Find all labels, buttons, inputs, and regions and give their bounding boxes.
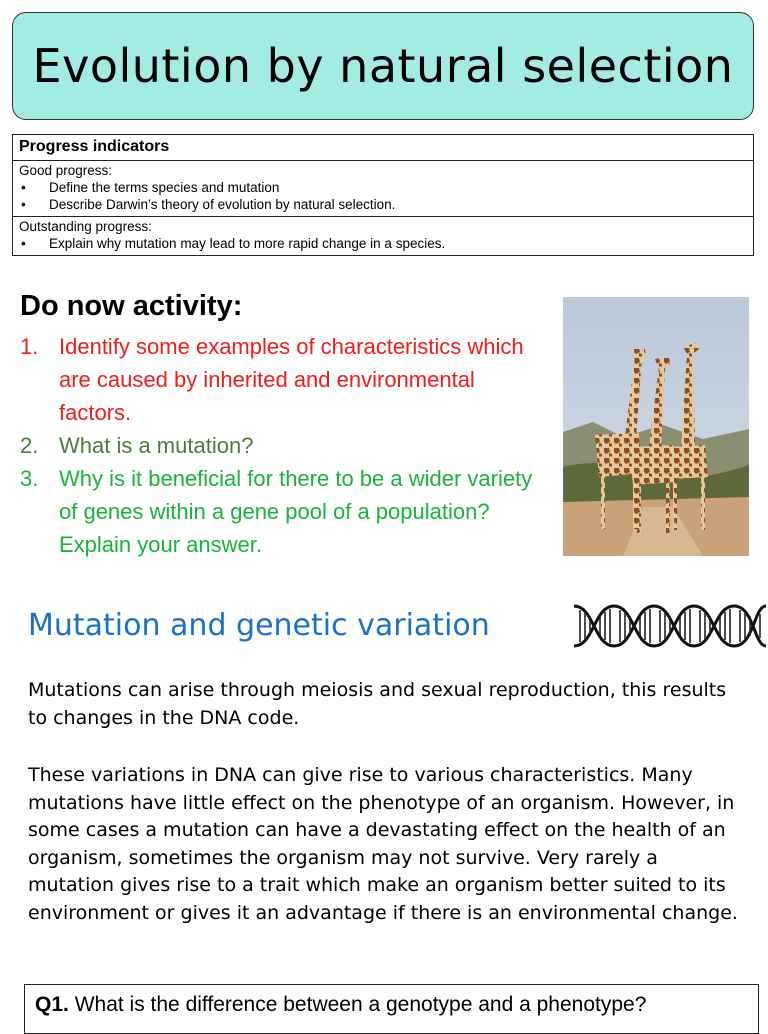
question-box <box>24 984 759 1034</box>
giraffe-photo <box>563 297 749 556</box>
item-text: What is a mutation? <box>59 433 254 458</box>
outstanding-progress-section <box>13 216 753 255</box>
section-title: Mutation and genetic variation <box>28 608 490 643</box>
do-now-item <box>20 429 540 462</box>
item-number: 2. <box>20 433 39 458</box>
item-number: 1. <box>20 334 39 359</box>
item-text: Why is it beneficial for there to be a wider variety of genes within a gene pool of a population? Explain your answer. <box>59 466 533 557</box>
outstanding-progress-label: Outstanding progress: <box>19 219 152 234</box>
do-now-list <box>20 330 540 561</box>
good-progress-item: • Describe Darwin’s theory of evolution by natural selection. <box>19 196 747 213</box>
outstanding-progress-item: • Explain why mutation may lead to more rapid change in a species. <box>19 235 747 252</box>
dna-helix-icon <box>570 600 768 652</box>
do-now-item <box>20 330 540 429</box>
item-number: 3. <box>20 466 39 491</box>
do-now-item <box>20 462 540 561</box>
good-progress-item: • Define the terms species and mutation <box>19 179 747 196</box>
good-progress-section <box>13 161 753 216</box>
title-banner <box>12 12 754 120</box>
paragraph-variations: These variations in DNA can give rise to various characteristics. Many mutations have little effect on the phenotype of an organism. However, in some cases a mutation can have a devastating effect on the health of an organism, sometimes the organism may not survive. Very rarely a mutation gives rise to a trait which make an organism better suited to its environment or gives it an advantage if there is an environmental change. <box>28 764 738 924</box>
good-progress-label: Good progress: <box>19 163 113 178</box>
question-label: Q1. <box>35 993 69 1016</box>
question-text: What is the difference between a genotype and a phenotype? <box>68 993 647 1016</box>
paragraph-mutations: Mutations can arise through meiosis and sexual reproduction, this results to changes in the DNA code. <box>28 679 727 729</box>
page-title: Evolution by natural selection <box>32 39 734 93</box>
item-text: Identify some examples of characteristics which are caused by inherited and environmental factors. <box>59 334 524 425</box>
progress-indicators-table <box>12 134 754 256</box>
do-now-title: Do now activity: <box>20 290 243 322</box>
progress-heading: Progress indicators <box>13 135 753 161</box>
